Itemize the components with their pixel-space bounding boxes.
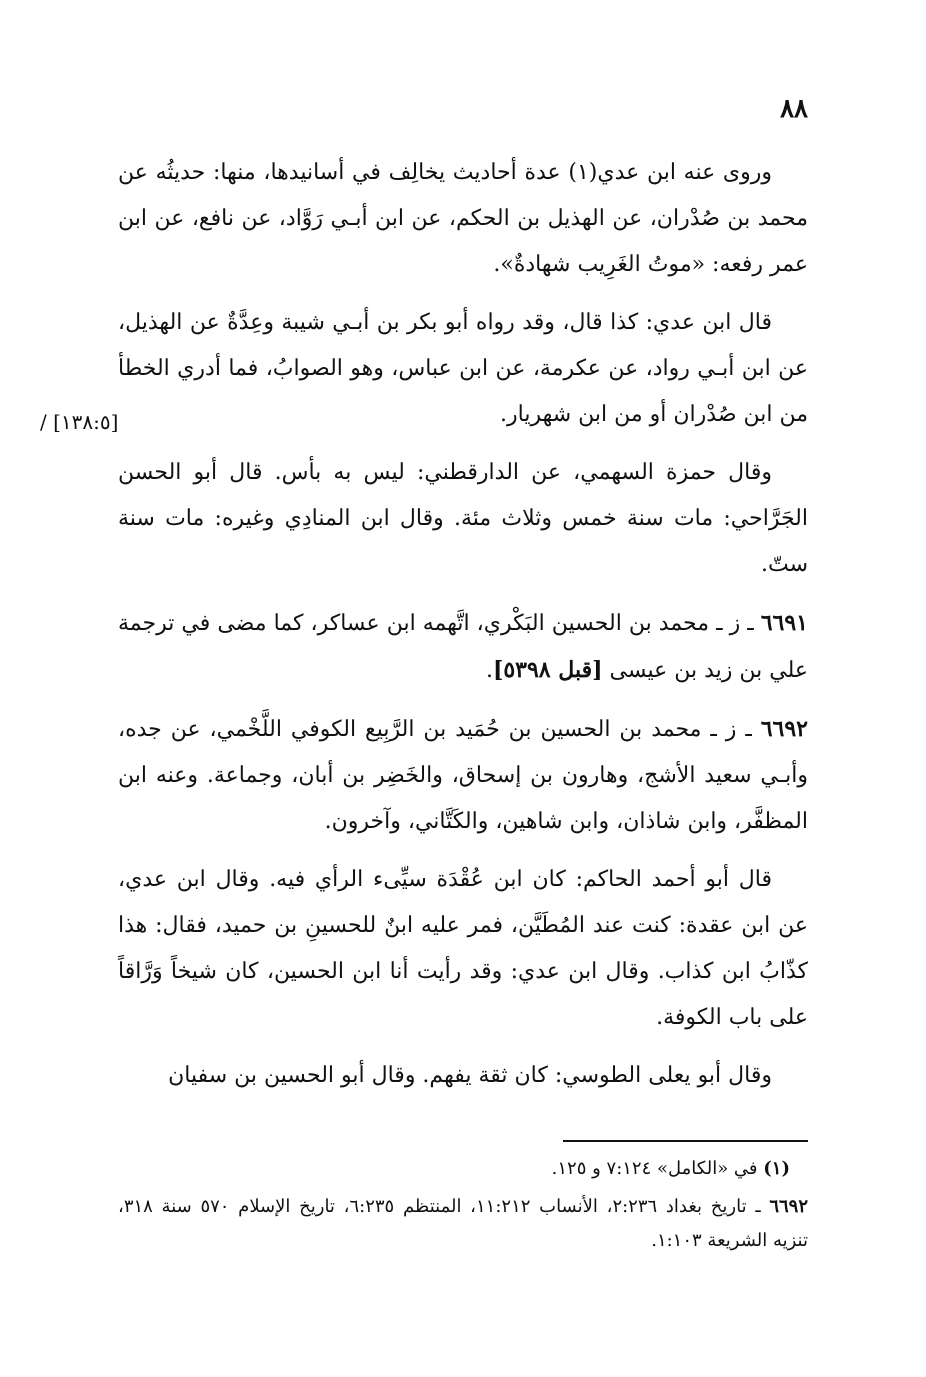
entry-text: ـ ز ـ محمد بن الحسين بن حُمَيد بن الرَّبِيع الكوفي اللَّخْمي، عن جده، وأبـي سعيد الأشج، وهارون بن إسحاق، والخَضِر بن أبان، وجماعة. وعنه ابن المظفَّر، وابن شاذان، وابن شاهين، والكَتَّاني، وآخرون.	[118, 717, 808, 834]
margin-reference: [١٣٨:٥] /	[40, 410, 119, 434]
footnote-text: في «الكامل» ٧:١٢٤ و ١٢٥.	[551, 1158, 764, 1179]
main-text	[118, 150, 808, 1111]
footnote-1	[118, 1152, 808, 1186]
footnote-6692	[118, 1190, 808, 1258]
footnote-divider	[563, 1140, 808, 1142]
paragraph-abu-yala: وقال أبو يعلى الطوسي: كان ثقة يفهم. وقال أبو الحسين بن سفيان	[168, 1063, 772, 1088]
entry-6691	[118, 600, 808, 694]
footnote-text: ـ تاريخ بغداد ٢:٢٣٦، الأنساب ١١:٢١٢، المنتظم ٦:٢٣٥، تاريخ الإسلام ٥٧٠ سنة ٣١٨، تنزيه الشريعة ١:١٠٣.	[118, 1196, 808, 1251]
entry-end: .	[485, 658, 493, 683]
footnotes	[118, 1152, 808, 1262]
entry-number: ٦٦٩١	[760, 610, 808, 636]
entry-cross-reference: [قبل ٥٣٩٨]	[492, 657, 603, 683]
entry-text: ـ ز ـ محمد بن الحسين البَكْري، اتَّهمه ابن عساكر، كما مضى في ترجمة علي بن زيد بن عيسى	[118, 611, 808, 683]
paragraph-ibn-adi-comment: قال ابن عدي: كذا قال، وقد رواه أبو بكر بن أبـي شيبة وعِدَّةٌ عن الهذيل، عن ابن أبـي رواد، عن عكرمة، عن ابن عباس، وهو الصوابُ، فما أدري الخطأ من ابن صُدْران أو من ابن شهريار.	[118, 310, 808, 427]
entry-6692	[118, 706, 808, 845]
footnote-number: (١)	[763, 1158, 790, 1179]
paragraph-ibn-adi-narration: وروى عنه ابن عدي(١) عدة أحاديث يخالِف في أسانيدها، منها: حديثُه عن محمد بن صُدْران، عن الهذيل بن الحكم، عن ابن أبـي رَوَّاد، عن نافع، عن ابن عمر رفعه: «موتُ الغَرِيب شهادةٌ».	[118, 160, 808, 277]
page-number: ٨٨	[780, 94, 808, 124]
footnote-number: ٦٦٩٢	[769, 1196, 808, 1217]
paragraph-hamza-sahmi: وقال حمزة السهمي، عن الدارقطني: ليس به بأس. قال أبو الحسن الجَرَّاحي: مات سنة خمس وثلاث مئة. وقال ابن المنادِي وغيره: مات سنة ستّ.	[118, 460, 808, 577]
entry-number: ٦٦٩٢	[760, 716, 808, 742]
paragraph-hakim: قال أبو أحمد الحاكم: كان ابن عُقْدَة سيِّىء الرأي فيه. وقال ابن عدي، عن ابن عقدة: كنت عند المُطَيَّن، فمر عليه ابنٌ للحسينِ بن حميد، فقال: هذا كذّابُ ابن كذاب. وقال ابن عدي: وقد رأيت أنا ابن الحسين، كان شيخاً وَرَّاقاً على باب الكوفة.	[118, 867, 808, 1030]
